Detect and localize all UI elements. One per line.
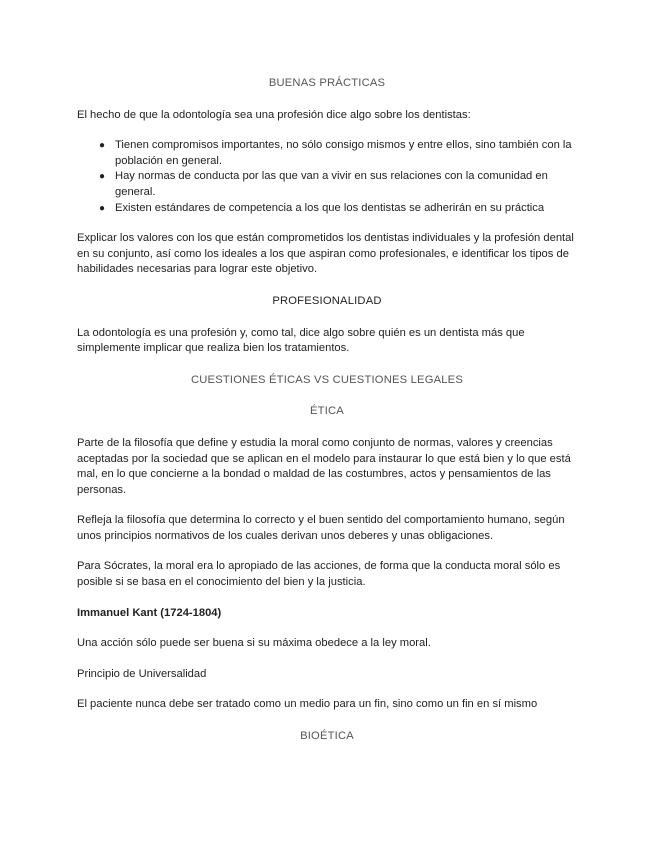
list-item-text: Hay normas de conducta por las que van a vivir en sus relaciones con la comunidad en general.	[115, 170, 548, 198]
kant-statement: Una acción sólo puede ser buena si su máxima obedece a la ley moral.	[77, 637, 431, 650]
list-item-text: Existen estándares de competencia a los que los dentistas se adherirán en su práctica	[115, 201, 545, 214]
list-item	[77, 169, 577, 200]
heading-etica: ÉTICA	[310, 405, 344, 418]
etica-paragraph: Refleja la filosofía que determina lo correcto y el buen sentido del comportamiento humano, según unos principios normativos de los cuales derivan unos deberes y unas obligaciones.	[77, 514, 565, 542]
heading-cuestiones: CUESTIONES ÉTICAS VS CUESTIONES LEGALES	[190, 373, 464, 386]
heading-bioetica: BIOÉTICA	[300, 730, 354, 743]
bullet-icon: ●	[98, 140, 106, 152]
etica-paragraph: Parte de la filosofía que define y estudia la moral como conjunto de normas, valores y creencias aceptadas por la sociedad que se aplican en el modelo para instaurar lo que está bien y lo que está mal, en lo que concierne a la bondad o maldad de las costumbres, actos y pensamientos de las personas.	[77, 436, 571, 496]
list-item	[77, 138, 577, 169]
intro-paragraph: El hecho de que la odontología sea una profesión dice algo sobre los dentistas:	[77, 108, 471, 121]
patient-statement: El paciente nunca debe ser tratado como un medio para un fin, sino como un fin en sí mismo	[77, 698, 538, 711]
bullet-icon: ●	[98, 171, 106, 183]
heading-profesionalidad: PROFESIONALIDAD	[272, 294, 382, 307]
profesionalidad-paragraph: La odontología es una profesión y, como tal, dice algo sobre quién es un dentista más que simplemente implicar que realiza bien los tratamientos.	[77, 326, 525, 355]
principle-label: Principio de Universalidad	[77, 667, 207, 680]
bullet-icon: ●	[98, 202, 106, 214]
kant-heading: Immanuel Kant (1724-1804)	[77, 606, 222, 619]
list-item-text: Tienen compromisos importantes, no sólo consigo mismos y entre ellos, sino también con la población en general.	[115, 139, 572, 167]
heading-buenas-practicas: BUENAS PRÁCTICAS	[268, 77, 386, 89]
bullet-list	[77, 138, 577, 216]
document-content	[77, 76, 577, 745]
etica-paragraph: Para Sócrates, la moral era lo apropiado de las acciones, de forma que la conducta moral sólo es posible si se basa en el conocimiento del bien y la justicia.	[77, 560, 561, 589]
values-paragraph: Explicar los valores con los que están comprometidos los dentistas individuales y la profesión dental en su conjunto, así como los ideales a los que aspiran como profesionales, e identificar los tipos de habilidades necesarias para lograr este objetivo.	[77, 232, 574, 276]
list-item	[77, 201, 577, 217]
